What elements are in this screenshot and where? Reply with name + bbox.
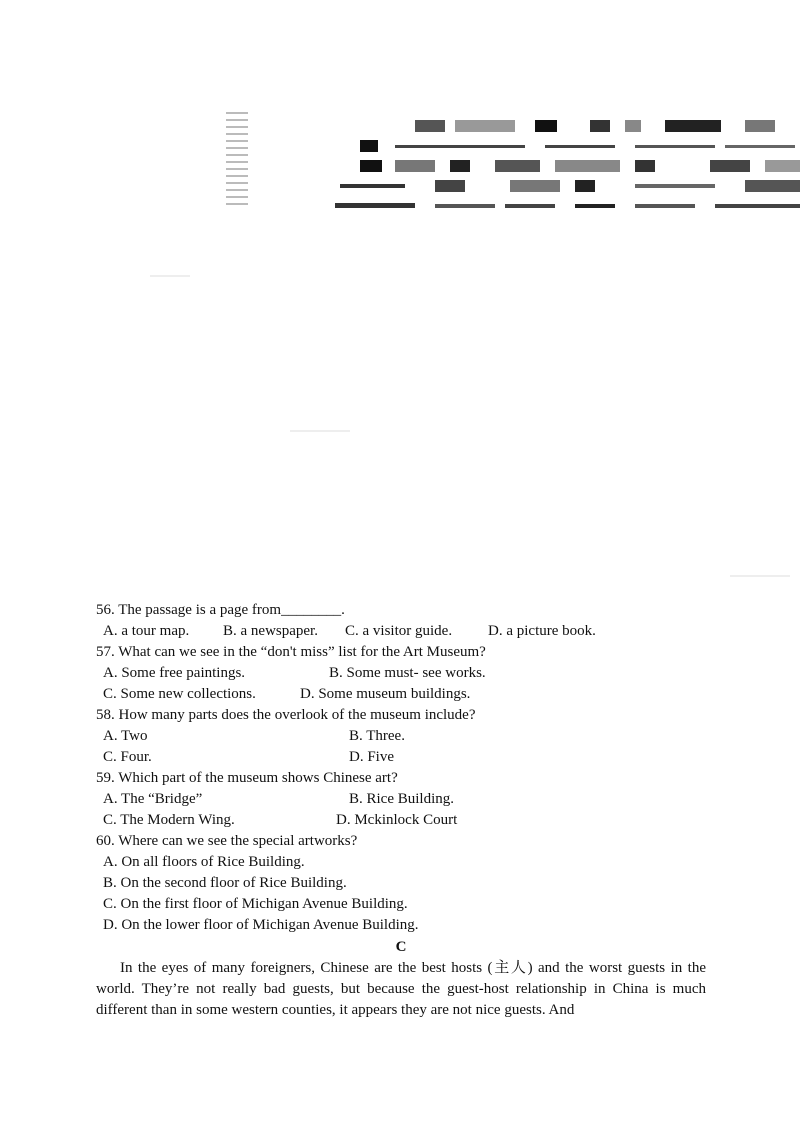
- option-b: B. Three.: [349, 728, 405, 744]
- option-c: C. Four.: [103, 749, 152, 765]
- option-a: A. Two: [103, 728, 148, 744]
- question-60: 60. Where can we see the special artworks?: [96, 833, 358, 849]
- document-body: [96, 600, 706, 1021]
- question-59: 59. Which part of the museum shows Chinese art?: [96, 770, 398, 786]
- scan-artifact-ticks: [226, 112, 248, 222]
- question-59-options: [96, 789, 706, 810]
- option-d: D. Mckinlock Court: [336, 812, 458, 828]
- option-d: D. a picture book.: [488, 623, 596, 639]
- option-a: A. a tour map.: [103, 623, 190, 639]
- question-59-options-row2: [96, 810, 706, 831]
- scan-artifact: [290, 430, 350, 432]
- option-b: B. Rice Building.: [349, 791, 454, 807]
- option-c: C. On the first floor of Michigan Avenue Building.: [103, 896, 408, 912]
- option-b: B. a newspaper.: [223, 623, 318, 639]
- question-58: 58. How many parts does the overlook of the museum include?: [96, 707, 476, 723]
- option-d: D. Five: [349, 749, 394, 765]
- question-57-options: [96, 663, 706, 684]
- question-57: 57. What can we see in the “don't miss” list for the Art Museum?: [96, 644, 486, 660]
- option-b: B. On the second floor of Rice Building.: [103, 875, 347, 891]
- option-a: A. The “Bridge”: [103, 791, 203, 807]
- scan-artifact: [150, 275, 190, 277]
- section-paragraph: In the eyes of many foreigners, Chinese are the best hosts (主人) and the worst guests in the world. They’re not really bad guests, but because the guest-host relationship in China is much different than in some western counties, it appears they are not nice guests. And: [96, 960, 706, 1018]
- question-58-options: [96, 726, 706, 768]
- option-a: A. Some free paintings.: [103, 665, 246, 681]
- option-d: D. Some museum buildings.: [300, 686, 471, 702]
- question-57-options-row2: [96, 684, 706, 705]
- question-56: 56. The passage is a page from________.: [96, 602, 345, 618]
- option-d: D. On the lower floor of Michigan Avenue Building.: [103, 917, 419, 933]
- scanned-image-region: [0, 100, 800, 580]
- question-56-options: [96, 621, 706, 642]
- scan-artifact: [730, 575, 790, 577]
- option-c: C. The Modern Wing.: [103, 812, 235, 828]
- option-c: C. a visitor guide.: [345, 623, 453, 639]
- option-b: B. Some must- see works.: [329, 665, 486, 681]
- option-a: A. On all floors of Rice Building.: [103, 854, 305, 870]
- section-heading: C: [395, 939, 407, 955]
- option-c: C. Some new collections.: [103, 686, 256, 702]
